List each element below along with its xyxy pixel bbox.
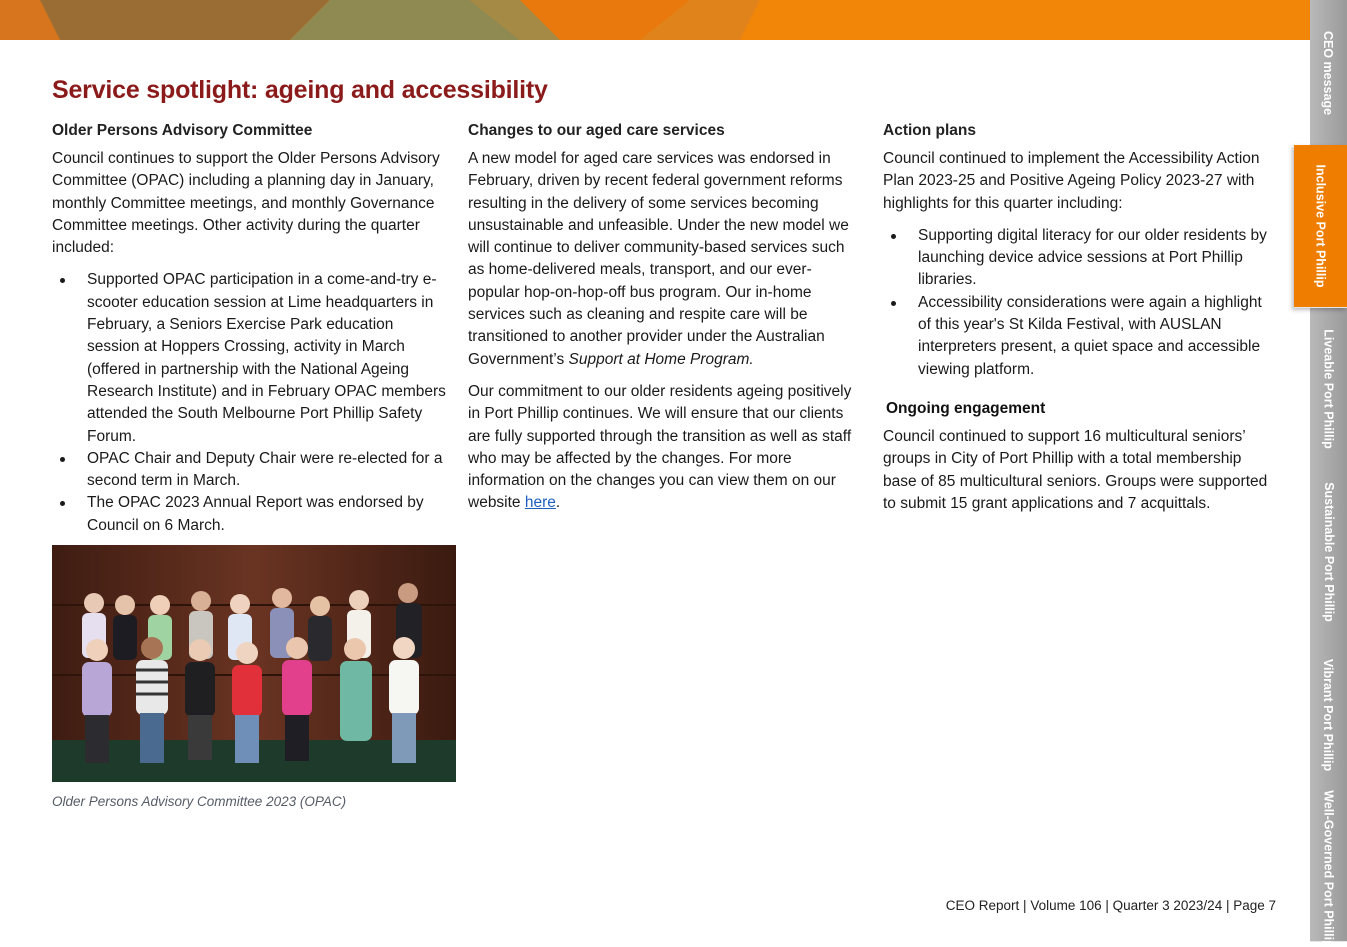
tab-label: Sustainable Port Phillip xyxy=(1321,481,1336,622)
tab-sustainable-port-phillip[interactable] xyxy=(1310,470,1347,634)
tab-inclusive-port-phillip[interactable] xyxy=(1294,145,1347,308)
page-title: Service spotlight: ageing and accessibility xyxy=(52,76,548,104)
bullet-list xyxy=(883,225,1278,381)
paragraph: Council continued to implement the Accessibility Action Plan 2023-25 and Positive Ageing Policy 2023-27 with highlights for this quarter including: xyxy=(883,150,1260,212)
tab-label: Inclusive Port Phillip xyxy=(1313,164,1328,288)
section-heading: Changes to our aged care services xyxy=(468,122,725,139)
column-aged-care xyxy=(468,121,863,525)
paragraph: Council continues to support the Older Persons Advisory Committee (OPAC) including a planning day in January, monthly Committee meetings, and monthly Governance Committee meetings. Other activity during the quarter included: xyxy=(52,150,440,257)
program-name: Support at Home Program. xyxy=(568,350,754,368)
tab-ceo-message[interactable] xyxy=(1310,0,1347,146)
paragraph xyxy=(468,381,863,515)
list-item: Supporting digital literacy for our older residents by launching device advice sessions at Port Phillip libraries. xyxy=(918,225,1278,292)
column-older-persons xyxy=(52,121,447,547)
bullet-list xyxy=(52,269,447,537)
section-heading: Action plans xyxy=(883,122,977,139)
paragraph-text: A new model for aged care services was endorsed in February, driven by recent federal government reforms resulting in the delivery of some services becoming unsustainable and unfeasible. Under the new model we will continue to deliver community-based services such as home-delivered meals, transport, and our ever-popular hop-on-hop-off bus program. Our in-home services such as cleaning and respite care will be transitioned to another provider under the Australian Government’s xyxy=(468,150,849,368)
committee-photo xyxy=(52,545,456,782)
photo-caption: Older Persons Advisory Committee 2023 (OPAC) xyxy=(52,794,347,809)
page-footer: CEO Report | Volume 106 | Quarter 3 2023/24 | Page 7 xyxy=(945,898,1276,913)
sub-heading: Ongoing engagement xyxy=(886,399,1046,417)
tab-liveable-port-phillip[interactable] xyxy=(1310,307,1347,471)
header-banner xyxy=(0,0,1310,40)
paragraph-end: . xyxy=(555,494,561,512)
tab-label: Well-Governed Port Phillip xyxy=(1321,789,1336,947)
list-item: Supported OPAC participation in a come-and-try e-scooter education session at Lime headquarters in February, a Seniors Exercise Park education session at Hoppers Crossing, activity in March (offered in partnership with the National Ageing Research Institute) and in February OPAC members attended the South Melbourne Port Phillip Safety Forum. xyxy=(87,269,447,447)
tab-label: CEO message xyxy=(1321,30,1336,115)
list-item: Accessibility considerations were again a highlight of this year's St Kilda Festival, with AUSLAN interpreters present, a quiet space and accessible viewing platform. xyxy=(918,292,1278,381)
list-item: OPAC Chair and Deputy Chair were re-elected for a second term in March. xyxy=(87,448,447,493)
paragraph-text: Our commitment to our older residents ageing positively in Port Phillip continues. We will ensure that our clients are fully supported through the transition as well as staff who may be affected by the changes. For more information on the changes you can view them on our website xyxy=(468,382,852,512)
paragraph xyxy=(468,148,863,371)
tab-vibrant-port-phillip[interactable] xyxy=(1310,633,1347,797)
paragraph: Council continued to support 16 multicultural seniors’ groups in City of Port Phillip with a total membership base of 85 multicultural seniors. Groups were supported to submit 15 grant applications and 7 acquittals. xyxy=(883,427,1268,512)
tab-label: Vibrant Port Phillip xyxy=(1321,658,1336,771)
tab-label: Liveable Port Phillip xyxy=(1321,328,1336,449)
tab-well-governed-port-phillip[interactable] xyxy=(1310,789,1347,947)
section-heading: Older Persons Advisory Committee xyxy=(52,122,313,139)
list-item: The OPAC 2023 Annual Report was endorsed by Council on 6 March. xyxy=(87,492,447,537)
column-action-plans xyxy=(883,121,1278,525)
website-link[interactable]: here xyxy=(524,494,556,512)
section-tabs xyxy=(1310,0,1347,947)
